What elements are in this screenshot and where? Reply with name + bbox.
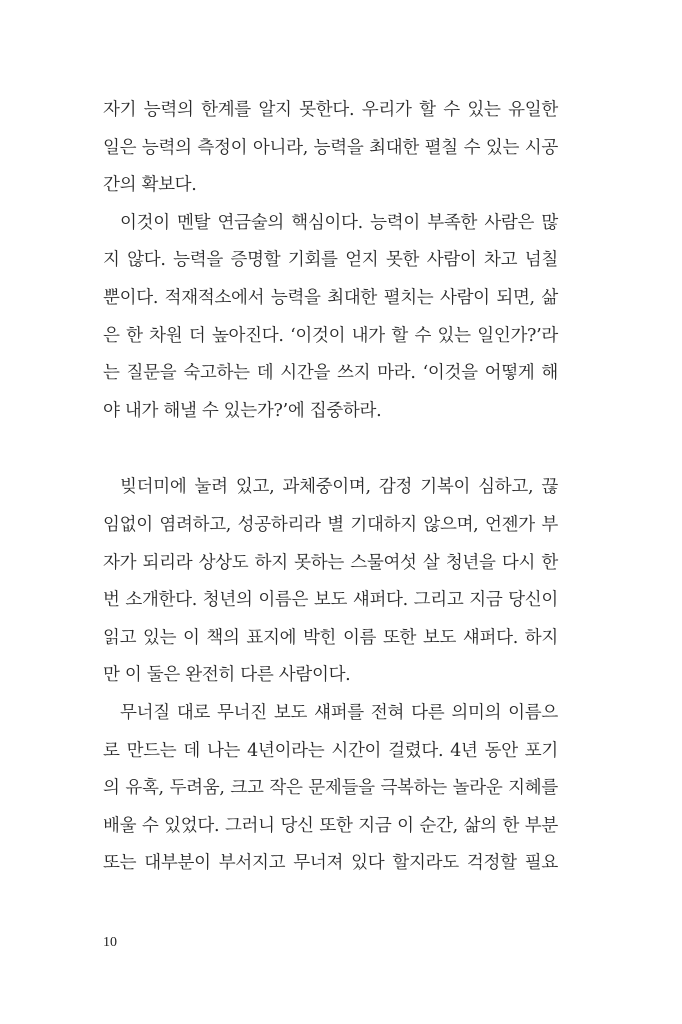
body-text bbox=[103, 92, 558, 883]
text-line: 뿐이다. 적재적소에서 능력을 최대한 펼치는 사람이 되면, 삶 bbox=[103, 287, 558, 308]
text-line: 또는 대부분이 부서지고 무너져 있다 할지라도 걱정할 필요 bbox=[103, 853, 558, 874]
text-line: 임없이 염려하고, 성공하리라 별 기대하지 않으며, 언젠가 부 bbox=[103, 514, 558, 535]
text-line: 지 않다. 능력을 증명할 기회를 얻지 못한 사람이 차고 넘칠 bbox=[103, 250, 558, 271]
text-line: 무너질 대로 무너진 보도 섀퍼를 전혀 다른 의미의 이름으 bbox=[120, 702, 558, 723]
text-line: 야 내가 해낼 수 있는가?’에 집중하라. bbox=[103, 400, 382, 421]
text-line: 읽고 있는 이 책의 표지에 박힌 이름 또한 보도 섀퍼다. 하지 bbox=[103, 627, 558, 648]
text-line: 은 한 차원 더 높아진다. ‘이것이 내가 할 수 있는 일인가?’라 bbox=[103, 325, 558, 346]
text-line: 자기 능력의 한계를 알지 못한다. 우리가 할 수 있는 유일한 bbox=[103, 100, 558, 120]
text-line: 빚더미에 눌려 있고, 과체중이며, 감정 기복이 심하고, 끊 bbox=[120, 477, 558, 498]
text-line: 자가 되리라 상상도 하지 못하는 스물여섯 살 청년을 다시 한 bbox=[103, 552, 558, 573]
section-break bbox=[103, 430, 558, 469]
text-line: 만 이 둘은 완전히 다른 사람이다. bbox=[103, 665, 351, 686]
paragraph bbox=[103, 92, 558, 205]
text-line: 일은 능력의 측정이 아니라, 능력을 최대한 펼칠 수 있는 시공 bbox=[103, 137, 558, 158]
text-line: 의 유혹, 두려움, 크고 작은 문제들을 극복하는 놀라운 지혜를 bbox=[103, 778, 558, 799]
page-number: 10 bbox=[103, 935, 117, 950]
paragraph bbox=[103, 469, 558, 695]
text-line: 는 질문을 숙고하는 데 시간을 쓰지 마라. ‘이것을 어떻게 해 bbox=[103, 363, 558, 384]
paragraph bbox=[103, 695, 558, 883]
text-line: 간의 확보다. bbox=[103, 175, 197, 196]
text-line: 로 만드는 데 나는 4년이라는 시간이 걸렸다. 4년 동안 포기 bbox=[103, 740, 558, 761]
text-line: 번 소개한다. 청년의 이름은 보도 섀퍼다. 그리고 지금 당신이 bbox=[103, 590, 558, 611]
text-line: 배울 수 있었다. 그러니 당신 또한 지금 이 순간, 삶의 한 부분 bbox=[103, 815, 558, 836]
text-line: 이것이 멘탈 연금술의 핵심이다. 능력이 부족한 사람은 많 bbox=[120, 212, 558, 233]
paragraph bbox=[103, 205, 558, 431]
